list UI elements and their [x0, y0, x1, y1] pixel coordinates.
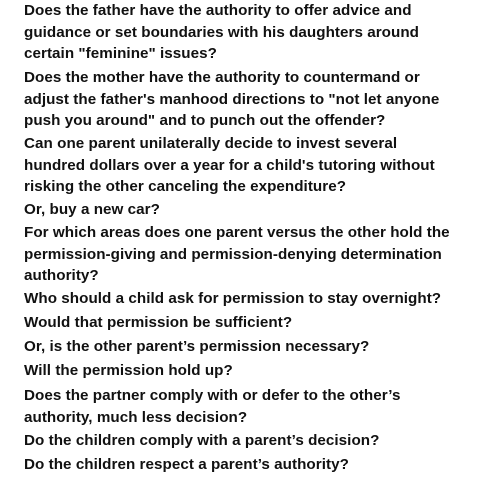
question-line: hundred dollars over a year for a child's tutoring without: [24, 156, 435, 174]
question-new-car: [24, 199, 479, 221]
question-line: authority?: [24, 267, 99, 284]
question-mother-authority: [24, 67, 479, 132]
question-line: adjust the father's manhood directions to "not let anyone: [24, 90, 440, 108]
question-line: authority, much less decision?: [24, 408, 248, 426]
question-permission-sufficient: [24, 312, 479, 334]
question-line: permission-giving and permission-denying determination: [24, 245, 442, 263]
question-line: Do the children respect a parent’s authority?: [24, 456, 349, 473]
question-line: Can one parent unilaterally decide to invest several: [24, 135, 398, 152]
question-line: risking the other canceling the expenditure?: [24, 178, 347, 195]
question-tutoring-investment: [24, 133, 479, 198]
question-line: guidance or set boundaries with his daughters around: [24, 23, 419, 41]
question-line: For which areas does one parent versus the other hold the: [24, 224, 450, 241]
question-line: Does the mother have the authority to countermand or: [24, 69, 420, 86]
question-line: certain "feminine" issues?: [24, 45, 217, 62]
question-permission-hold-up: [24, 360, 479, 382]
question-line: Would that permission be sufficient?: [24, 314, 293, 331]
question-line: Will the permission hold up?: [24, 362, 233, 379]
question-other-parent-permission: [24, 336, 479, 358]
question-line: Who should a child ask for permission to stay overnight?: [24, 290, 442, 307]
question-children-comply: [24, 430, 479, 452]
question-line: push you around" and to punch out the offender?: [24, 112, 386, 129]
question-line: Does the father have the authority to offer advice and: [24, 2, 412, 19]
question-partner-comply: [24, 385, 479, 428]
question-line: Does the partner comply with or defer to the other’s: [24, 387, 401, 404]
question-overnight-permission: [24, 288, 479, 310]
question-father-authority: [24, 0, 479, 65]
question-line: Or, is the other parent’s permission necessary?: [24, 338, 370, 355]
question-children-respect: [24, 454, 479, 476]
question-line: Do the children comply with a parent’s decision?: [24, 432, 380, 449]
question-permission-areas: [24, 222, 479, 287]
question-line: Or, buy a new car?: [24, 201, 160, 218]
